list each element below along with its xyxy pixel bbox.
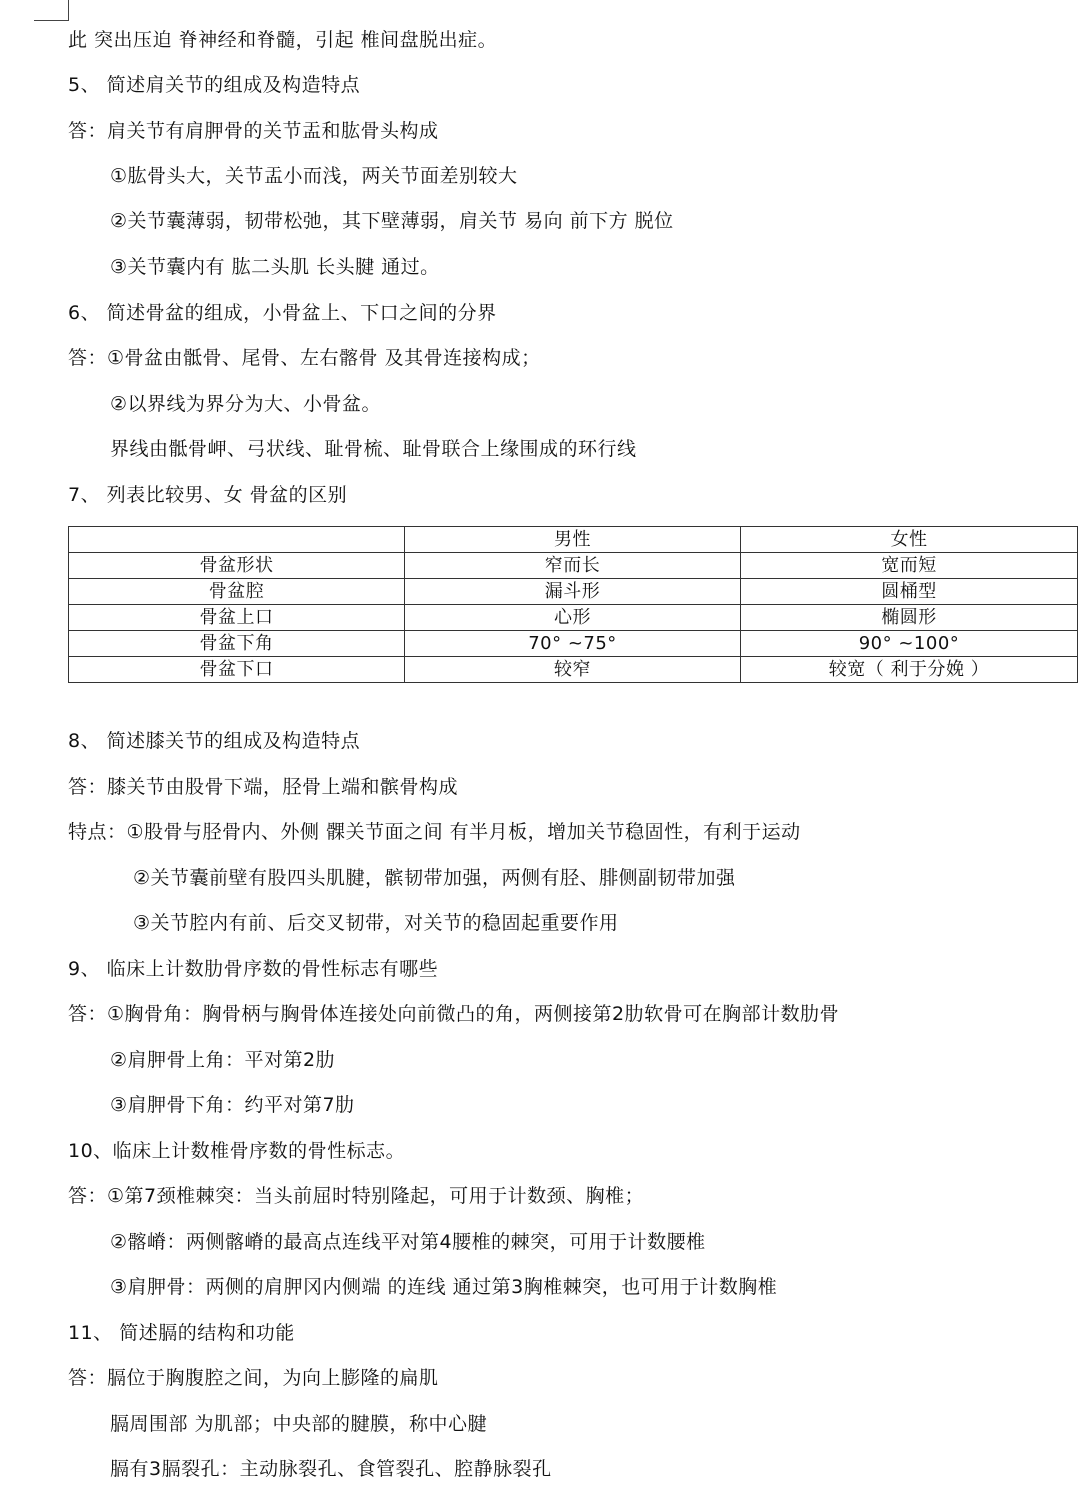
table-cell: 骨盆上口 (69, 605, 405, 631)
answer-8-point-3: ③关节腔内有前、后交叉韧带，对关节的稳固起重要作用 (133, 912, 619, 934)
answer-9-point-2: ②肩胛骨上角：平对第2肋 (110, 1049, 336, 1071)
answer-5-line: 答：肩关节有肩胛骨的关节盂和肱骨头构成 (68, 120, 439, 142)
table-cell: 圆桶型 (741, 579, 1078, 605)
answer-6-line: 答：①骨盆由骶骨、尾骨、左右髂骨 及其骨连接构成； (68, 347, 541, 369)
pelvis-comparison-table (68, 526, 1078, 683)
table-cell: 漏斗形 (405, 579, 741, 605)
table-row (69, 579, 1078, 605)
answer-10-line: 答：①第7颈椎棘突：当头前屈时特别隆起，可用于计数颈、胸椎； (68, 1185, 645, 1207)
table-row (69, 657, 1078, 683)
table-cell: 骨盆下角 (69, 631, 405, 657)
table-cell: 心形 (405, 605, 741, 631)
table-cell: 骨盆形状 (69, 553, 405, 579)
table-header-cell (69, 527, 405, 553)
table-row (69, 631, 1078, 657)
page-corner-mark (34, 0, 69, 21)
question-5-heading: 5、 简述肩关节的组成及构造特点 (68, 74, 361, 96)
question-10-heading: 10、临床上计数椎骨序数的骨性标志。 (68, 1140, 406, 1162)
answer-11-point-2: 膈周围部 为肌部；中央部的腱膜，称中心腱 (110, 1413, 488, 1435)
table-cell: 较窄 (405, 657, 741, 683)
answer-11-line: 答：膈位于胸腹腔之间，为向上膨隆的扁肌 (68, 1367, 439, 1389)
table-row (69, 553, 1078, 579)
table-cell: 较宽（ 利于分娩 ） (741, 657, 1078, 683)
table-row (69, 605, 1078, 631)
question-7-heading: 7、 列表比较男、女 骨盆的区别 (68, 484, 348, 506)
question-8-heading: 8、 简述膝关节的组成及构造特点 (68, 730, 361, 752)
answer-5-point-2: ②关节囊薄弱，韧带松弛，其下壁薄弱，肩关节 易向 前下方 脱位 (110, 210, 674, 232)
answer-9-point-3: ③肩胛骨下角：约平对第7肋 (110, 1094, 355, 1116)
answer-5-point-3: ③关节囊内有 肱二头肌 长头腱 通过。 (110, 256, 440, 278)
table-cell: 90° ~100° (741, 631, 1078, 657)
answer-6-point-2: ②以界线为界分为大、小骨盆。 (110, 393, 382, 415)
answer-10-point-3: ③肩胛骨：两侧的肩胛冈内侧端 的连线 通过第3胸椎棘突，也可用于计数胸椎 (110, 1276, 778, 1298)
table-header-male: 男性 (405, 527, 741, 553)
text-line: 此 突出压迫 脊神经和脊髓，引起 椎间盘脱出症。 (68, 29, 498, 51)
table-header-row (69, 527, 1078, 553)
table-cell: 70° ~75° (405, 631, 741, 657)
answer-6-boundary: 界线由骶骨岬、弓状线、耻骨梳、耻骨联合上缘围成的环行线 (110, 438, 637, 460)
table-header-female: 女性 (741, 527, 1078, 553)
table-cell: 骨盆下口 (69, 657, 405, 683)
answer-10-point-2: ②髂嵴：两侧髂嵴的最高点连线平对第4腰椎的棘突，可用于计数腰椎 (110, 1231, 706, 1253)
answer-11-point-3: 膈有3膈裂孔：主动脉裂孔、食管裂孔、腔静脉裂孔 (110, 1458, 552, 1480)
question-11-heading: 11、 简述膈的结构和功能 (68, 1322, 295, 1344)
answer-8-features: 特点：①股骨与胫骨内、外侧 髁关节面之间 有半月板，增加关节稳固性，有利于运动 (68, 821, 801, 843)
answer-8-line: 答：膝关节由股骨下端，胫骨上端和髌骨构成 (68, 776, 459, 798)
table-cell: 椭圆形 (741, 605, 1078, 631)
table-cell: 窄而长 (405, 553, 741, 579)
table-cell: 骨盆腔 (69, 579, 405, 605)
answer-8-point-2: ②关节囊前壁有股四头肌腱，髌韧带加强，两侧有胫、腓侧副韧带加强 (133, 867, 736, 889)
answer-5-point-1: ①肱骨头大，关节盂小而浅，两关节面差别较大 (110, 165, 518, 187)
question-9-heading: 9、 临床上计数肋骨序数的骨性标志有哪些 (68, 958, 439, 980)
answer-9-line: 答：①胸骨角：胸骨柄与胸骨体连接处向前微凸的角，两侧接第2肋软骨可在胸部计数肋骨 (68, 1003, 840, 1025)
table-cell: 宽而短 (741, 553, 1078, 579)
question-6-heading: 6、 简述骨盆的组成，小骨盆上、下口之间的分界 (68, 302, 497, 324)
